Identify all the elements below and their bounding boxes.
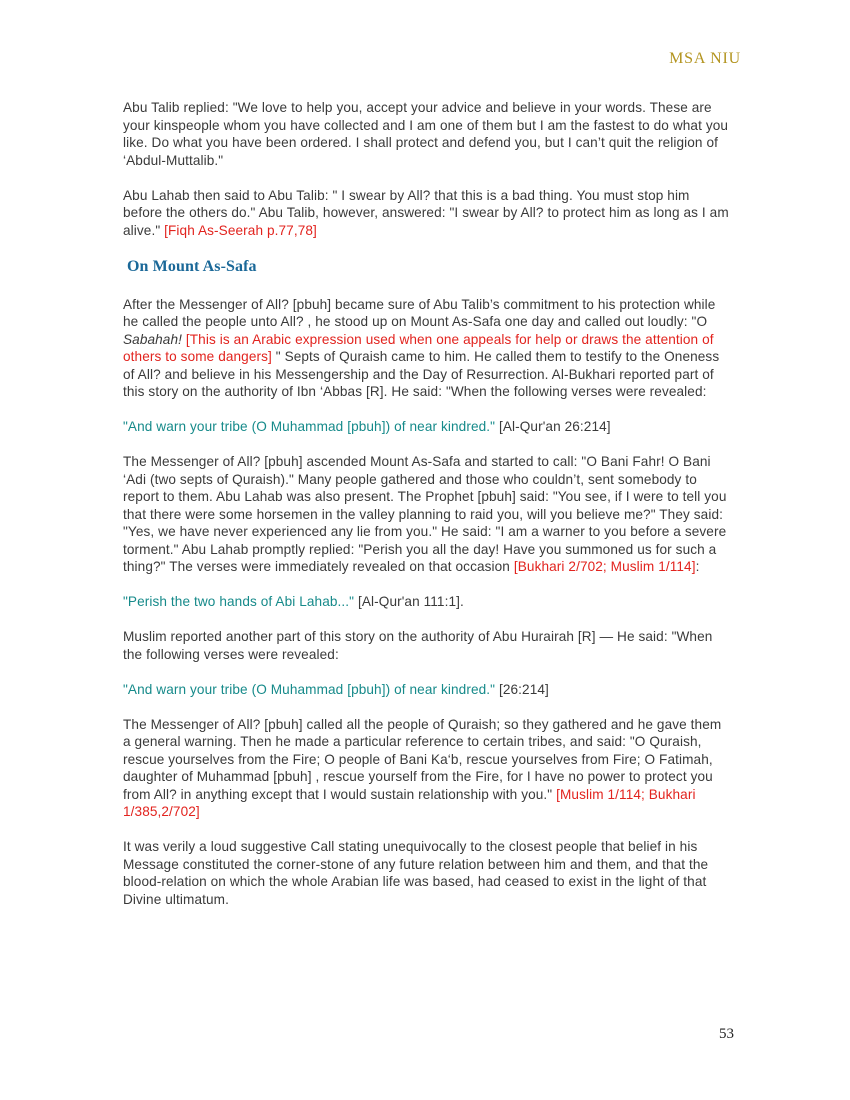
paragraph-general-warning bbox=[123, 716, 730, 821]
text-segment-teal: "And warn your tribe (O Muhammad [pbuh]) of near kindred." bbox=[123, 681, 496, 697]
text-segment-normal: The Messenger of All? [pbuh] called all the people of Quraish; so they gathered and he gave them a general warning. Then he made a particular reference to certain tribes, and said: "O Quraish, rescue yourselves from the Fire; O people of Bani Ka‘b, rescue yourselves from Fire; O Fatimah, daughter of Muhammad [pbuh] , rescue yourself from the Fire, for I have no power to protect you from All? in anything except that I would sustain relationship with you." bbox=[123, 716, 722, 802]
text-segment-teal: "Perish the two hands of Abi Lahab..." bbox=[123, 594, 355, 609]
quran-quote-26-214-repeat bbox=[123, 681, 730, 699]
text-segment-red: [Muslim 1/114; Bukhari 1/385,2/702] bbox=[123, 786, 696, 819]
text-segment-italic: Sabahah! bbox=[123, 331, 183, 347]
msa-niu-watermark: MSA NIU bbox=[669, 50, 741, 67]
text-segment-normal: [26:214] bbox=[495, 681, 549, 697]
text-segment-normal: : bbox=[695, 559, 700, 574]
text-segment-normal: After the Messenger of All? [pbuh] became sure of Abu Talib’s commitment to his protection while he called the people unto All? , he stood up on Mount As-Safa one day and called out loudly: "O bbox=[123, 296, 716, 329]
text-segment-normal: It was verily a loud suggestive Call stating unequivocally to the closest people that belief in his Message constituted the corner-stone of any future relation between him and them, and that the blood-relation on which the whole Arabian life was based, had ceased to exist in the light of that Divine ultimatum. bbox=[123, 839, 709, 907]
page-content bbox=[123, 99, 730, 926]
paragraph-as-safa-call bbox=[123, 296, 730, 401]
quran-quote-26-214 bbox=[123, 418, 730, 436]
text-segment-normal: Abu Lahab then said to Abu Talib: " I swear by All? that this is a bad thing. You must stop him before the others do." Abu Talib, however, answered: "I swear by All? to protect him as long as I am alive." bbox=[123, 187, 729, 238]
paragraph-conclusion bbox=[123, 838, 730, 908]
quran-quote-111-1 bbox=[123, 593, 730, 611]
text-segment-normal: Abu Talib replied: "We love to help you, accept your advice and believe in your words. These are your kinspeople whom you have collected and I am one of them but I am the fastest to do what you like. Do what you have been ordered. I shall protect and defend you, but I can’t quit the religion of ‘Abdul-Muttalib." bbox=[123, 100, 729, 168]
text-segment-normal: [Al-Qur'an 111:1]. bbox=[354, 594, 464, 609]
section-heading-on-mount-as-safa: On Mount As-Safa bbox=[127, 257, 257, 275]
paragraph-bani-fahr-warning bbox=[123, 453, 730, 576]
paragraph-abu-lahab-objection bbox=[123, 187, 730, 240]
text-segment-red: [This is an Arabic expression used when one appeals for help or draws the attention of others to some dangers] bbox=[123, 331, 714, 364]
text-segment-red: [Fiqh As-Seerah p.77,78] bbox=[164, 222, 317, 238]
text-segment-normal: " Septs of Quraish came to him. He called them to testify to the Oneness of All? and believe in his Messengership and the Day of Resurrection. Al-Bukhari reported part of this story on the authority of Ibn ‘Abbas [R]. He said: "When the following verses were revealed: bbox=[123, 349, 720, 399]
text-segment-teal: "And warn your tribe (O Muhammad [pbuh]) of near kindred." bbox=[123, 419, 496, 434]
text-segment-normal: Muslim reported another part of this story on the authority of Abu Hurairah [R] — He said: "When the following verses were revealed: bbox=[123, 629, 713, 662]
paragraph-muslim-report bbox=[123, 628, 730, 663]
text-segment-normal: [Al-Qur'an 26:214] bbox=[495, 419, 611, 434]
paragraph-abu-talib-reply bbox=[123, 99, 730, 169]
page-number: 53 bbox=[719, 1026, 734, 1042]
text-segment-normal: The Messenger of All? [pbuh] ascended Mount As-Safa and started to call: "O Bani Fahr! O Bani ‘Adi (two septs of Quraish)." Many people gathered and those who couldn’t, sent somebody to report to them. Abu Lahab was also present. The Prophet [pbuh] said: "You see, if I were to tell you that there were some horsemen in the valley planning to raid you, will you believe me?" They said: "Yes, we have never experienced any lie from you." He said: "I am a warner to you before a severe torment." Abu Lahab promptly replied: "Perish you all the day! Have you summoned us for such a thing?" The verses were immediately revealed on that occasion bbox=[123, 454, 727, 574]
text-segment-red: [Bukhari 2/702; Muslim 1/114] bbox=[513, 559, 696, 574]
